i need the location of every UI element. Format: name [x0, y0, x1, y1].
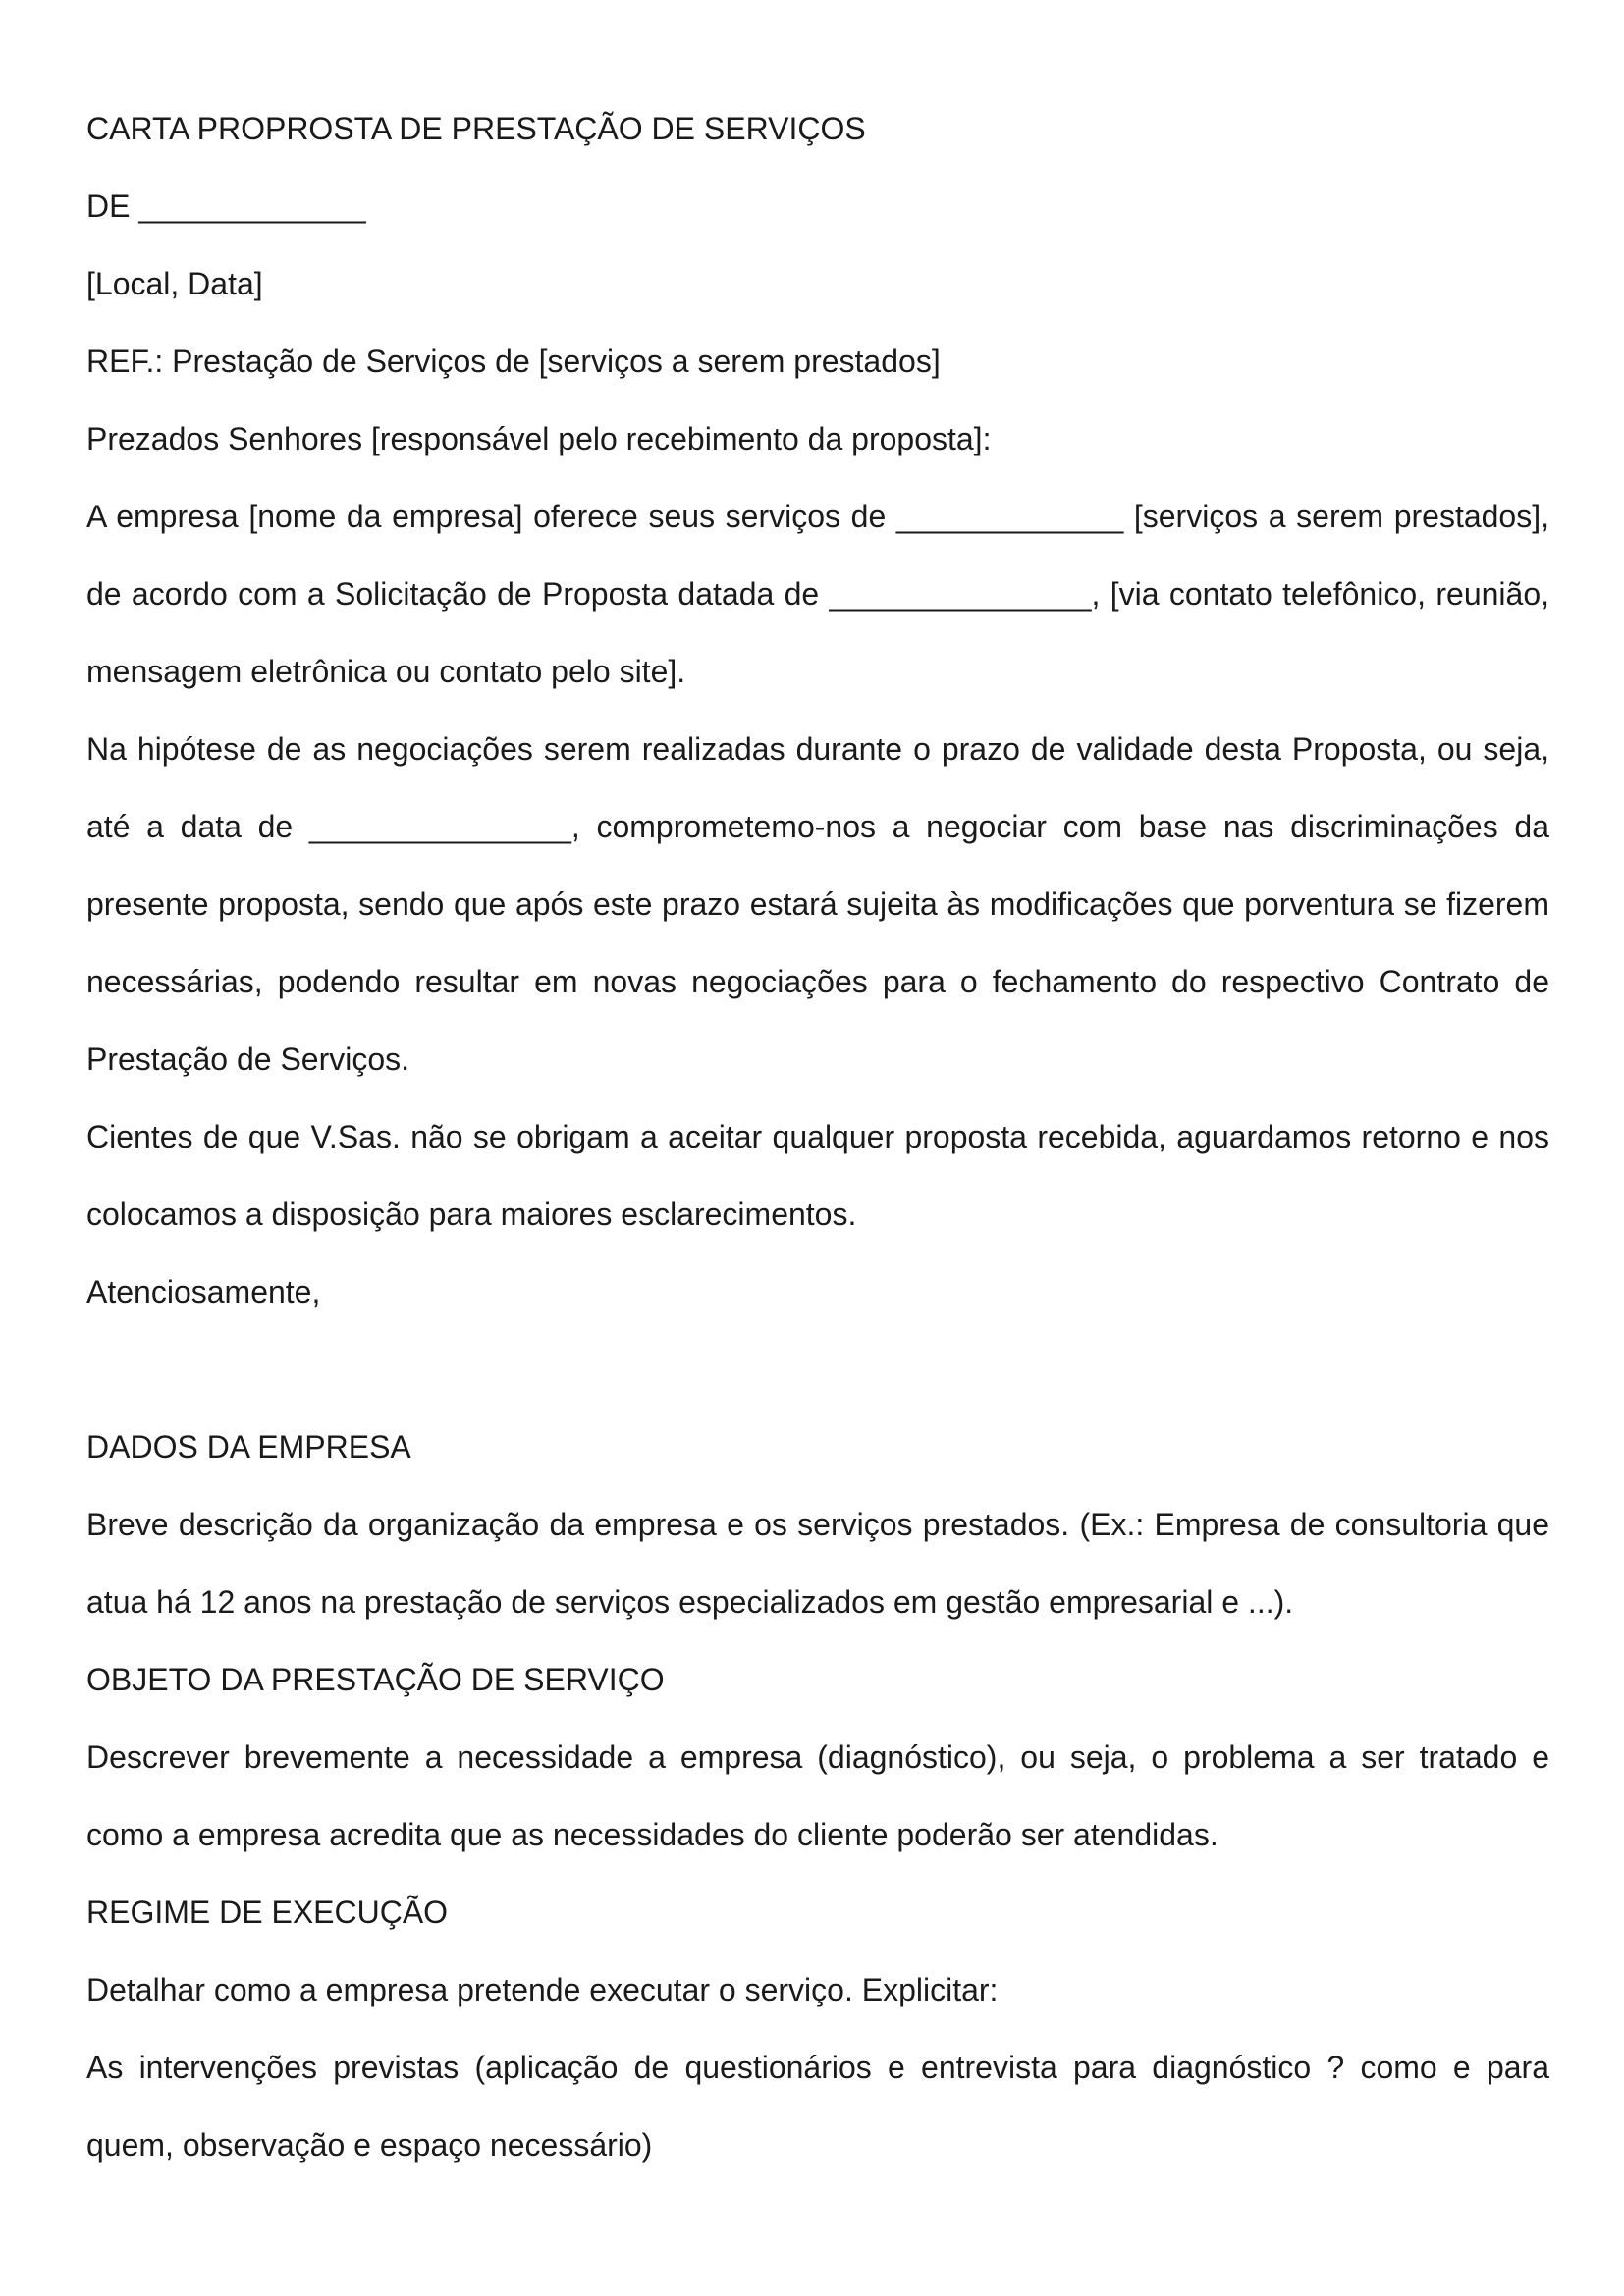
section-intro-regime: Detalhar como a empresa pretende executar o serviço. Explicitar:	[86, 1972, 999, 2007]
spacer	[86, 1331, 1549, 1409]
closing: Atenciosamente,	[86, 1274, 321, 1309]
salutation: Prezados Senhores [responsável pelo recebimento da proposta]:	[86, 421, 992, 456]
section-item-regime: As intervenções previstas (aplicação de questionários e entrevista para diagnóstico ? como e para quem, observação e espaço necessário)	[86, 2050, 1549, 2163]
section-text-object: Descrever brevemente a necessidade a empresa (diagnóstico), ou seja, o problema a ser tratado e como a empresa acredita que as necessidades do cliente poderão ser atendidas.	[86, 1739, 1549, 1852]
paragraph-negotiation: Na hipótese de as negociações serem realizadas durante o prazo de validade desta Proposta, ou seja, até a data de _______________, comprometemo-nos a negociar com base nas discriminações da presente proposta, sendo que após este prazo estará sujeita às modificações que porventura se fizerem necessárias, podendo resultar em novas negociações para o fechamento do respectivo Contrato de Prestação de Serviços.	[86, 731, 1549, 1077]
sender-line: DE _____________	[86, 188, 366, 224]
document-title: CARTA PROPROSTA DE PRESTAÇÃO DE SERVIÇOS	[86, 111, 866, 146]
section-heading-object: OBJETO DA PRESTAÇÃO DE SERVIÇO	[86, 1662, 665, 1697]
paragraph-closing-note: Cientes de que V.Sas. não se obrigam a aceitar qualquer proposta recebida, aguardamos retorno e nos colocamos a disposição para maiores esclarecimentos.	[86, 1119, 1549, 1232]
reference-line: REF.: Prestação de Serviços de [serviços a serem prestados]	[86, 344, 941, 379]
section-heading-regime: REGIME DE EXECUÇÃO	[86, 1895, 449, 1930]
document-body	[86, 90, 1549, 2184]
section-heading-company: DADOS DA EMPRESA	[86, 1429, 411, 1465]
section-text-company: Breve descrição da organização da empresa e os serviços prestados. (Ex.: Empresa de consultoria que atua há 12 anos na prestação de serviços especializados em gestão empresarial e ...).	[86, 1507, 1549, 1620]
place-date: [Local, Data]	[86, 266, 263, 301]
paragraph-offer: A empresa [nome da empresa] oferece seus serviços de _____________ [serviços a serem prestados], de acordo com a Solicitação de Proposta datada de _______________, [via contato telefônico, reunião, mensagem eletrônica ou contato pelo site].	[86, 499, 1549, 689]
